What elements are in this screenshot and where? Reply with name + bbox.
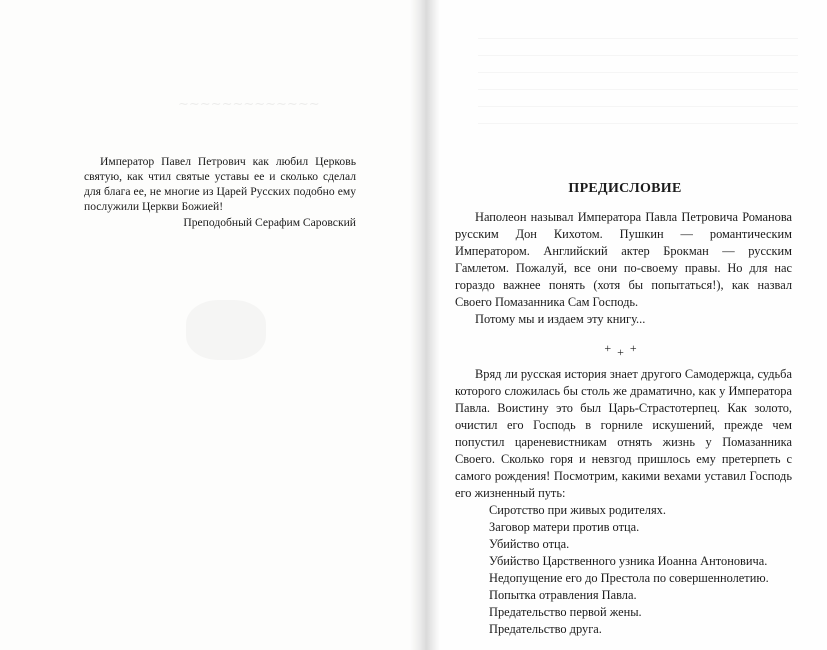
epigraph-text: Император Павел Петрович как любил Церковь святую, как чтил святые уставы ее и сколько сделал для блага ее, не многие из Царей Русских подобно ему послужили Церкви Божией! (84, 155, 356, 213)
separator-mark: + (629, 341, 643, 355)
foreword-title: ПРЕДИСЛОВИЕ (568, 181, 682, 196)
foreword-body (455, 209, 792, 328)
separator-mark: + (617, 345, 630, 359)
list-item: Попытка отравления Павла. (489, 588, 637, 602)
history-paragraph: Вряд ли русская история знает другого Самодержца, судьба которого сложилась бы столь же драматично, как у Императора Павла. Воистину это был Царь-Страстотерпец. Как золото, очистил его Господь в горниле искушений, прежде чем попустил цареневистникам отнять жизнь у Помазанника Своего. Сколько горя и невзгод пришлось ему претерпеть с самого рождения! Посмотрим, какими вехами уставил Господь его жизненный путь: (455, 367, 792, 500)
trials-list (455, 502, 792, 638)
show-through-ornament (186, 300, 266, 360)
list-item: Убийство отца. (489, 537, 570, 551)
epigraph (84, 154, 356, 230)
separator-mark: + (604, 341, 618, 355)
foreword-paragraph: Потому мы и издаем эту книгу... (475, 312, 646, 326)
page-gutter (410, 0, 440, 650)
list-item: Предательство друга. (489, 622, 602, 636)
history-section (455, 366, 792, 638)
list-item: Недопущение его до Престола по совершеннолетию. (489, 571, 769, 585)
show-through-lines (478, 38, 798, 128)
list-item: Заговор матери против отца. (489, 520, 640, 534)
epigraph-author: Преподобный Серафим Саровский (183, 216, 356, 229)
show-through-text: ∼∼∼∼∼∼∼∼∼∼∼∼∼ (178, 96, 320, 111)
section-separator (455, 341, 792, 359)
list-item: Убийство Царственного узника Иоанна Антоновича. (489, 554, 768, 568)
list-item: Предательство первой жены. (489, 605, 642, 619)
list-item: Сиротство при живых родителях. (489, 503, 666, 517)
foreword-paragraph: Наполеон называл Императора Павла Петровича Романова русским Дон Кихотом. Пушкин — романтическим Императором. Английский актер Брокман — русским Гамлетом. Пожалуй, все они по-своему правы. Но для нас гораздо важнее понять (хотя бы попытаться!), как назвал Своего Помазанника Сам Господь. (455, 210, 792, 309)
